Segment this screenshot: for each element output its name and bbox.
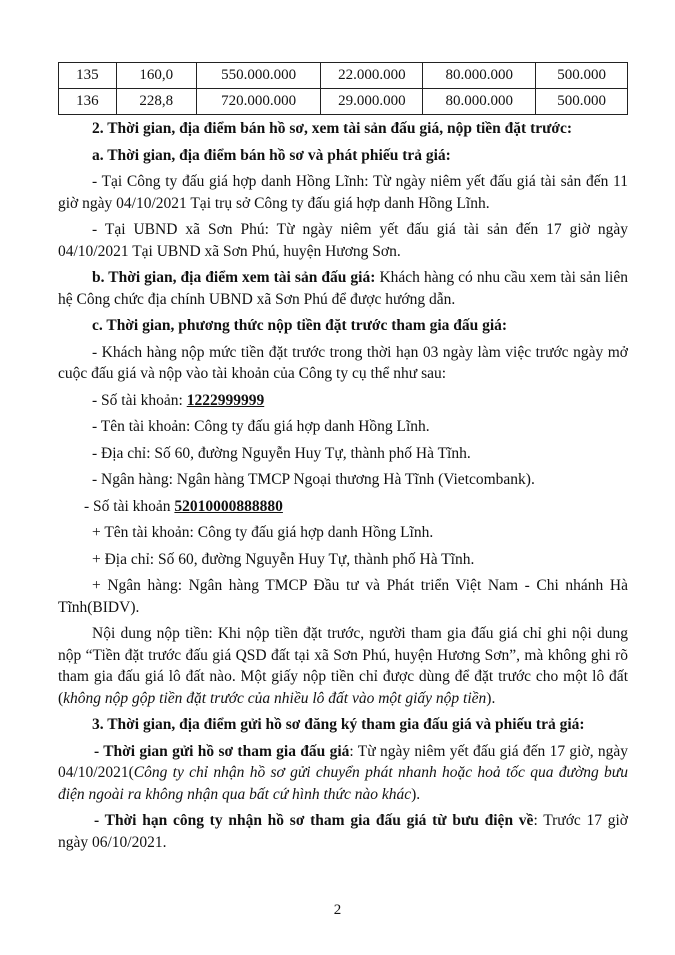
paragraph	[58, 623, 628, 709]
deposit: 22.000.000	[321, 63, 423, 89]
bold-lead: - Thời hạn công ty nhận hồ sơ tham gia đấu giá từ bưu điện về	[94, 812, 534, 829]
section-2a-heading: a. Thời gian, địa điểm bán hồ sơ và phát phiếu trả giá:	[92, 146, 451, 164]
dossier-fee: 500.000	[536, 89, 628, 115]
paragraph-text: : Từ ngày niêm yết đấu giá đến 17 giờ, ngày 04/10/2021(	[58, 742, 629, 781]
bold-lead: - Thời gian gửi hồ sơ tham gia đấu giá	[94, 742, 350, 760]
account-bank: + Ngân hàng: Ngân hàng TMCP Đầu tư và Phát triển Việt Nam - Chi nhánh Hà Tĩnh(BIDV).	[58, 577, 628, 616]
dossier-fee: 500.000	[536, 63, 628, 89]
paragraph: - Tại UBND xã Sơn Phú: Từ ngày niêm yết đấu giá tài sản đến 17 giờ ngày 04/10/2021 Tại UBND xã Sơn Phú, huyện Hương Sơn.	[58, 221, 628, 260]
italic-text: Công ty chỉ nhận hồ sơ gửi chuyển phát nhanh hoặc hoả tốc qua đường bưu điện ngoài ra không nhận qua bất cứ hình thức nào khác	[58, 764, 628, 803]
document-body	[58, 118, 628, 858]
starting-price: 550.000.000	[196, 63, 321, 89]
lot-table	[58, 62, 628, 115]
paragraph-text: ).	[486, 689, 496, 707]
account-address: + Địa chỉ: Số 60, đường Nguyễn Huy Tự, thành phố Hà Tĩnh.	[92, 550, 475, 568]
label: - Số tài khoản:	[92, 391, 187, 409]
account-number-line	[58, 390, 628, 412]
section-2b-heading: b. Thời gian, địa điểm xem tài sản đấu giá:	[92, 269, 376, 286]
lot-area: 228,8	[116, 89, 196, 115]
paragraph-text: ).	[411, 785, 421, 803]
paragraph-text: Nội dung nộp tiền: Khi nộp tiền đặt trước, người tham gia đấu giá chỉ ghi nội dung nộp “Tiền đặt trước đấu giá QSD đất tại xã Sơn Phú, huyện Hương Sơn”, mà không ghi rõ tham gia đấu giá lô đất nào. Một giấy nộp tiền chỉ được dùng để đặt trước cho một lô đất (	[58, 625, 628, 707]
lot-number: 136	[59, 89, 117, 115]
deposit: 29.000.000	[321, 89, 423, 115]
lot-number: 135	[59, 63, 117, 89]
paragraph: - Khách hàng nộp mức tiền đặt trước trong thời hạn 03 ngày làm việc trước ngày mở cuộc đấu giá và nộp vào tài khoản của Công ty cụ thể như sau:	[58, 343, 628, 382]
account-name: - Tên tài khoản: Công ty đấu giá hợp danh Hồng Lĩnh.	[92, 418, 430, 435]
lot-area: 160,0	[116, 63, 196, 89]
table-row	[59, 63, 628, 89]
paragraph	[58, 741, 628, 806]
account-bank: - Ngân hàng: Ngân hàng TMCP Ngoại thương Hà Tĩnh (Vietcombank).	[92, 471, 535, 488]
paragraph-text: : Trước 17 giờ ngày 06/10/2021.	[58, 812, 628, 851]
table-row	[59, 89, 628, 115]
section-2c-heading: c. Thời gian, phương thức nộp tiền đặt trước tham gia đấu giá:	[92, 317, 508, 334]
paragraph	[58, 267, 628, 310]
section-3-heading: 3. Thời gian, địa điểm gửi hồ sơ đăng ký tham gia đấu giá và phiếu trả giá:	[92, 716, 585, 733]
paragraph	[58, 810, 628, 853]
account-number: 52010000888880	[174, 497, 283, 515]
account-name: + Tên tài khoản: Công ty đấu giá hợp danh Hồng Lĩnh.	[92, 524, 434, 541]
step-price: 80.000.000	[423, 89, 536, 115]
label: - Số tài khoản	[84, 497, 175, 515]
starting-price: 720.000.000	[196, 89, 321, 115]
account-address: - Địa chỉ: Số 60, đường Nguyễn Huy Tự, thành phố Hà Tĩnh.	[92, 444, 471, 462]
account-number: 1222999999	[186, 391, 265, 409]
italic-text: không nộp gộp tiền đặt trước của nhiều lô đất vào một giấy nộp tiền	[63, 689, 487, 707]
step-price: 80.000.000	[423, 63, 536, 89]
section-2-heading: 2. Thời gian, địa điểm bán hồ sơ, xem tài sản đấu giá, nộp tiền đặt trước:	[92, 120, 573, 137]
paragraph-text: Khách hàng có nhu cầu xem tài sản liên hệ Công chức địa chính UBND xã Sơn Phú để được hướng dẫn.	[58, 269, 628, 308]
paragraph: - Tại Công ty đấu giá hợp danh Hồng Lĩnh: Từ ngày niêm yết đấu giá tài sản đến 11 giờ ngày 04/10/2021 Tại trụ sở Công ty đấu giá hợp danh Hồng Lĩnh.	[58, 173, 628, 212]
page-number: 2	[333, 902, 342, 918]
account-number-line	[58, 496, 628, 518]
